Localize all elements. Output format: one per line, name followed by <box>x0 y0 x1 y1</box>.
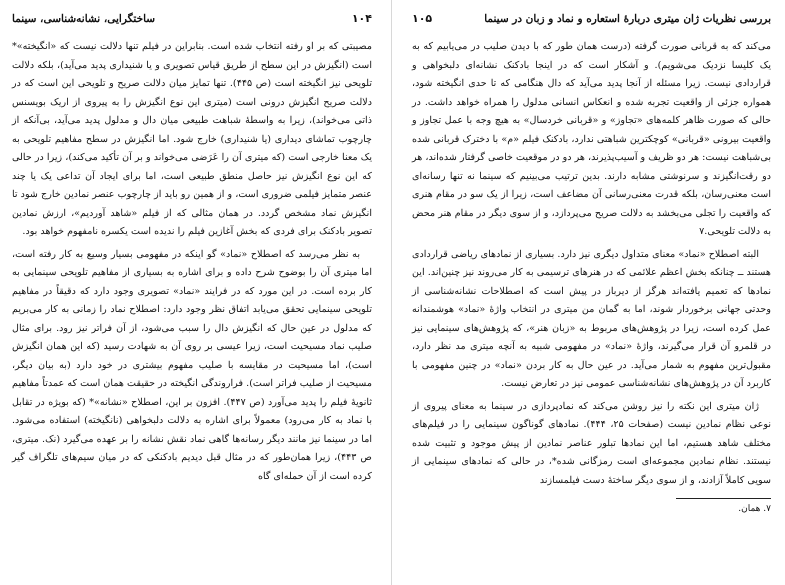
left-page-header <box>12 12 372 28</box>
right-paragraph-3: ژان میتری این نکته را نیز روشن می‌کند که نمادپردازی در سینما به معنای پیروی از نوعی نظام نمادین نیست (صفحات ۲۵، ۴۴۴). نمادهای گوناگون سینمایی را در فیلم‌های مختلف شاهد هستیم، اما این نمادها تبلور عناصر نمادین از پیش موجود و تثبیت شده نیستند. نظام نمادین مجموعه‌ای است رمزگانی شده*، در حالی که نمادهای سینمایی از سویی کاملاً آزادند، و از سوی دیگر ساختهٔ دست فیلمسازند <box>412 400 771 486</box>
right-running-title: بررسی نظریات ژان میتری دربارهٔ استعاره و نماد و زبان در سینما <box>484 13 771 25</box>
right-page <box>392 0 785 585</box>
right-page-body <box>412 38 771 490</box>
left-page <box>0 0 392 585</box>
left-page-body <box>12 38 372 486</box>
right-paragraph-1: می‌کند که به قربانی صورت گرفته (درست همان طور که با دیدن صلیب در می‌یابیم که به یک کلیسا نزدیک می‌شویم). و آشکار است که در اینجا بادکنک نشانه‌ای دلبخواهی و قراردادی نیست. زیرا مسئله از آنجا پدید می‌آید که دال هنگامی که تا حدی انگیخته شود، همواره جزئی از واقعیت تجربه شده و انعکاس انسانی مدلول را همراه خواهد داشت. در حالی که صورت ظاهر کلمه‌های «تجاوز» و «قربانی خردسال» به هیچ وجه با عمل تجاوز و واقعیت بیرونی «قربانی» کوچکترین شباهتی ندارد، بادکنک فیلم «م» با دخترک قربانی شده بی‌شباهت نیست: هر دو ظریف و آسیب‌پذیرند، هر دو در موقعیت خاصی گرفتار شده‌اند، هر دو رقت‌انگیزند و سرنوشتی مشابه دارند. بدین ترتیب می‌بینیم که سینما نه تنها رسانه‌ای است معنی‌رسان، بلکه قدرت معنی‌رسانی آن مضاعف است، زیرا از یک سو در مقام هنری که واقعیت را تجلی می‌بخشد به دلالت صریح می‌پردازد، و از سوی دیگر در مقام هنر محض به دلالت تلویحی.۷ <box>412 41 771 237</box>
left-paragraph-1: مصیبتی که بر او رفته انتخاب شده است. بنابراین در فیلم تنها دلالت نیست که «انگیخته»* است (انگیزش در این سطح از طریق قیاس تصویری و یا شنیداری پدید می‌آید)، بلکه دلالت تلویحی نیز انگیخته است (ص ۴۴۵). تنها تمایز میان دلالت صریح و تلویحی این است که در دلالت صریح انگیزش درونی است (میتری این نوع انگیزش را به پیروی از اریک بویسنس ذاتی می‌خواند)، زیرا به واسطهٔ شباهت طبیعی میان دال و مدلول پدید می‌آید، بی‌آنکه از چارچوب تماشای دیداری (یا شنیداری) خارج شود. اما انگیزش در سطح مفاهیم تلویحی به یک معنا خارجی است (که میتری آن را عَرَضی می‌خواند و بر آن تأکید می‌کند)، زیرا در حالی که این نوع انگیزش نیز حاصل منطق طبیعی است، اما برای ایجاد آن تداعی یک یا چند عنصر متمایز فیلمی ضروری است، و از همین رو باید از چارچوب عنصر نمادین خارج شود تا انگیزش نماد مشخص گردد. در همان مثالی که از فیلم «شاهد آوردیم»، ارزش نمادین تصویر بادکنک برای فردی که بخش آغازین فیلم را ندیده است یکسره نامفهوم خواهد بود. <box>12 41 372 237</box>
left-running-title: ساختگرایی، نشانه‌شناسی، سینما <box>12 13 156 25</box>
right-page-number: ۱۰۵ <box>412 12 433 25</box>
footnote: ۷. همان. <box>738 504 771 514</box>
footnote-rule <box>676 498 771 499</box>
left-paragraph-2: به نظر می‌رسد که اصطلاح «نماد» گو اینکه در مفهومی بسیار وسیع به کار رفته است، اما میتری آن را بوضوح شرح داده و برای اشاره به بسیاری از مفاهیم تلویحی سینمایی به کار برده است. در این مورد که در فرایند «نماد» تصویری وجود دارد که دقیقاً در مفاهیم تلویحی سینمایی تحقق می‌یابد اتفاق نظر وجود دارد: اصطلاح نماد را زمانی به کار می‌بریم که مدلول در عین حال که انگیزش دال را سبب می‌شود، از آن فراتر نیز رود. برای مثال صلیب نماد مسیحیت است، زیرا عیسی بر روی آن به شهادت رسید (که این همان انگیزش است)، اما مسیحیت در مقایسه با صلیب مفهوم بیشتری در خود دارد (به بیان دیگر، مسیحیت از صلیب فراتر است). فراروندگی انگیخته در حقیقت همان است که عمدتاً مفاهیم ثانویهٔ فیلم را پدید می‌آورد (ص ۴۴۷). افزون بر این، اصطلاح «نشانه»* (که بویژه در تقابل با نماد به کار می‌رود) معمولاً برای اشاره به دلالت دلبخواهی (نانگیخته) استفاده می‌شود. اما در سینما نیز مانند دیگر رسانه‌ها گاهی نماد نقش نشانه را بر عهده می‌گیرد (نک. میتری، ص ۴۴۳)، زیرا همان‌طور که در مثال قبل دیدیم بادکنکی که در میان سیم‌های تلگراف گیر کرده است از آن حمله‌ای گاه <box>12 248 373 482</box>
right-page-header <box>412 12 771 28</box>
left-page-number: ۱۰۴ <box>351 12 372 25</box>
book-gutter <box>391 0 392 585</box>
right-paragraph-2: البته اصطلاح «نماد» معنای متداول دیگری نیز دارد. بسیاری از نمادهای ریاضی قراردادی هستند ــ چنانکه بخش اعظم علائمی که در هنرهای ترسیمی به کار می‌روند نیز چنین‌اند. این نمادها که تعمیم یافته‌اند هرگز از دیرباز در پیش است که اصطلاحات نشانه‌شناسی از وحدتی جهانی برخوردار شوند، اما به گمان من میتری در انتخاب واژهٔ «نماد» هوشمندانه عمل کرده است، زیرا در پژوهش‌های مربوط به «زبان هنر»، که پژوهش‌های سینمایی نیز در قلمرو آن قرار می‌گیرند، واژهٔ «نماد» در مفهومی شبیه به آنچه میتری مد نظر دارد، مقبول‌ترین مفهوم به شمار می‌آید. در عین حال به کار بردن «نماد» در چنین مفهومی با کاربرد آن در پژوهش‌های نشانه‌شناسی عمومی نیز در تعارض نیست. <box>412 248 771 389</box>
